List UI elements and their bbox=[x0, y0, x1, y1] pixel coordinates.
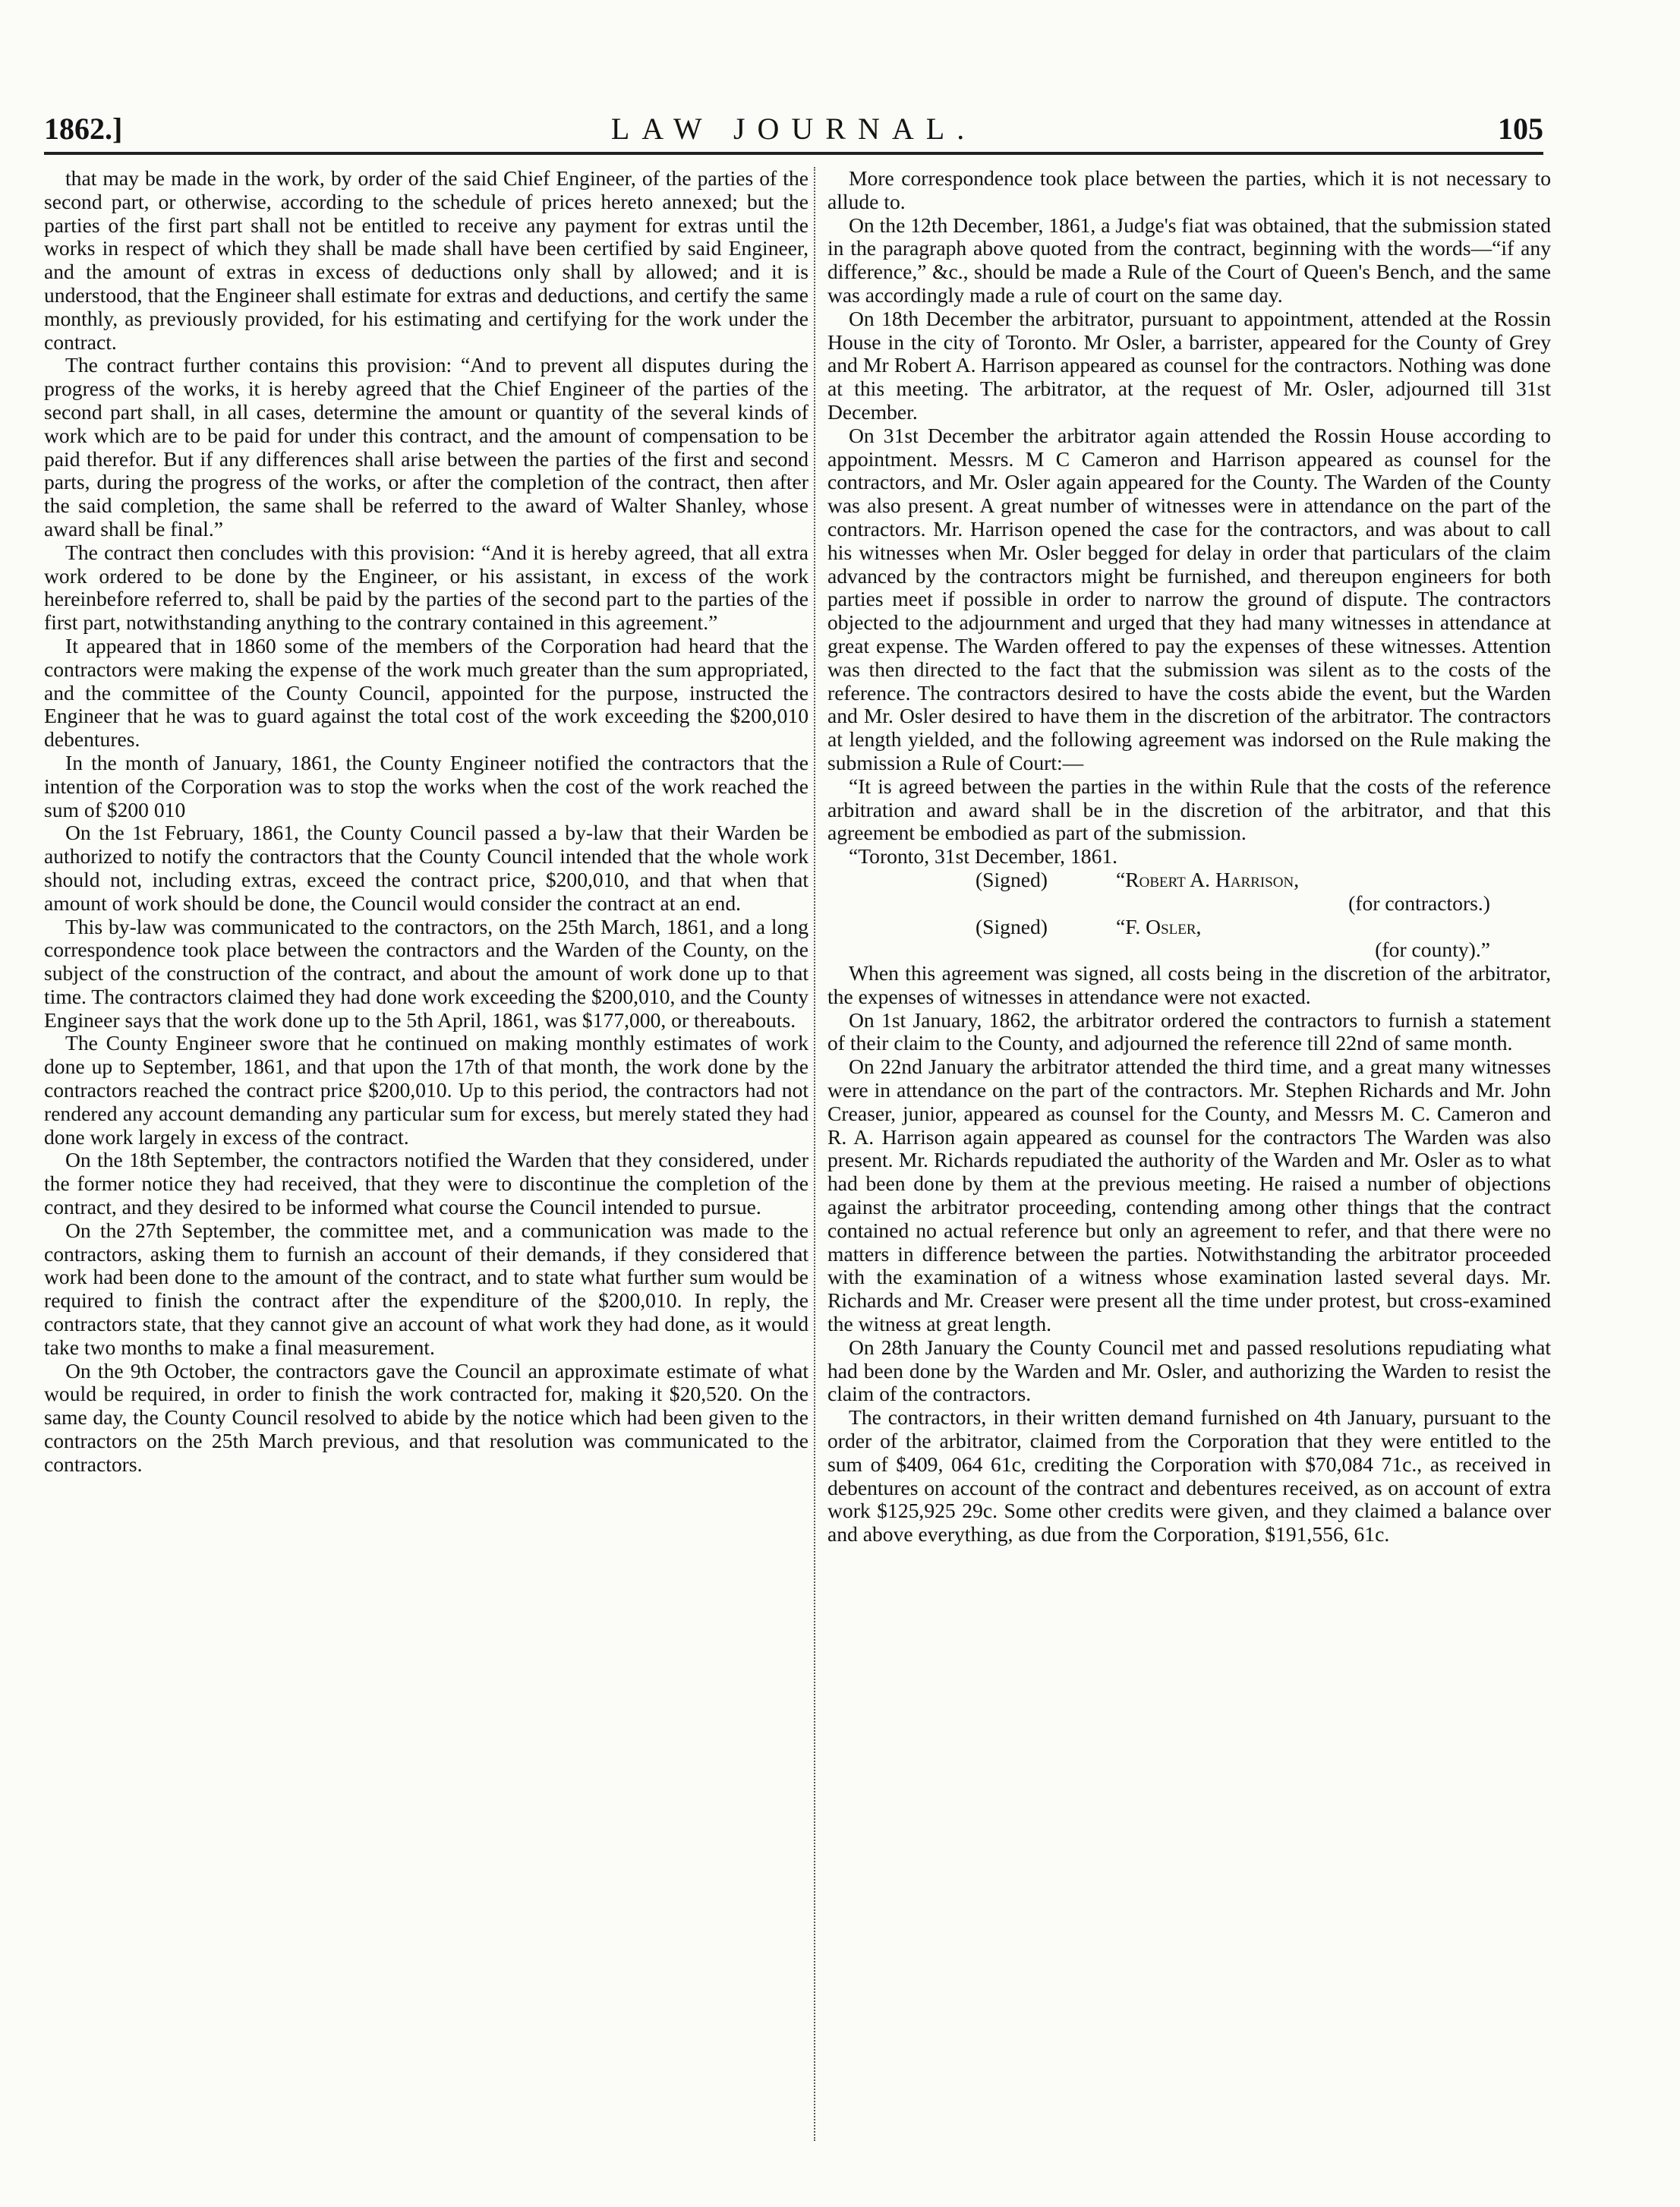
signatory-name: “F. Osler, bbox=[1116, 914, 1202, 938]
agreement-date: “Toronto, 31st December, 1861. bbox=[849, 844, 1118, 869]
paragraph: that may be made in the work, by order of the said Chief Engineer, of the parties of the second part, or otherwise, according to the schedule of prices hereto annexed; but the parties of the first part shall not be entitled to receive any payment for extras until the works in respect of which they shall be made shall have been certified by said Engineer, and the amount of extras in excess of deductions only shall by allowed; and it is understood, that the Engineer shall estimate for extras and deductions, and certify the same monthly, as previously provided, for his estimating and certifying for the work under the contract. bbox=[44, 166, 808, 354]
page-number: 105 bbox=[1498, 112, 1543, 146]
signed-label: (Signed) bbox=[975, 867, 1048, 891]
paragraph: “It is agreed between the parties in the within Rule that the costs of the reference arbitration and award shall be in the discretion of the arbitrator, and that this agreement be embodied as part of the submission. bbox=[827, 774, 1551, 845]
paragraph: More correspondence took place between the parties, which it is not necessary to allude to. bbox=[827, 166, 1551, 213]
page-header bbox=[44, 111, 1543, 156]
left-column bbox=[44, 167, 808, 1477]
header-rule bbox=[44, 152, 1543, 155]
paragraph: On the 12th December, 1861, a Judge's fiat was obtained, that the submission stated in the paragraph above quoted from the contract, beginning with the words—“if any difference,” &c., should be made a Rule of the Court of Queen's Bench, and the same was accordingly made a rule of court on the same day. bbox=[827, 213, 1551, 307]
paragraph: On the 18th September, the contractors notified the Warden that they considered, under the former notice they had received, that they were to discontinue the completion of the contract, and they desired to be informed what course the Council intended to pursue. bbox=[44, 1148, 808, 1219]
paragraph: The contractors, in their written demand furnished on 4th January, pursuant to the order of the arbitrator, claimed from the Corporation that they were entitled to the sum of $409, 064 61c, crediting the Corporation with $70,084 71c., as received in debentures on account of the contract and debentures received, as on account of extra work $125,925 29c. Some other credits were given, and they claimed a balance over and above everything, as due from the Corporation, $191,556, 61c. bbox=[827, 1405, 1551, 1546]
paragraph: On 22nd January the arbitrator attended the third time, and a great many witnesses were in attendance on the part of the contractors. Mr. Stephen Richards and Mr. John Creaser, junior, appeared as counsel for the County, and Messrs M. C. Cameron and R. A. Harrison again appeared as counsel for the contractors The Warden was also present. Mr. Richards repudiated the authority of the Warden and Mr. Osler as to what had been done by them at the previous meeting. He raised a number of objections against the arbitrator proceeding, contending among other things that the contract contained no actual reference but only an agreement to refer, and that there were no matters in difference between the parties. Notwithstanding the arbitrator proceeded with the examination of a witness whose examination lasted several days. Mr. Richards and Mr. Creaser were present all the time under protest, but cross-examined the witness at great length. bbox=[827, 1055, 1551, 1336]
paragraph: This by-law was communicated to the contractors, on the 25th March, 1861, and a long correspondence took place between the contractors and the Warden of the County, on the subject of the construction of the contract, and about the amount of work done up to that time. The contractors claimed they had done work exceeding the $200,010, and the County Engineer says that the work done up to the 5th April, 1861, was $177,000, or thereabouts. bbox=[44, 914, 808, 1032]
signatory-role: (for contractors.) bbox=[1348, 891, 1490, 915]
paragraph: The contract then concludes with this provision: “And it is hereby agreed, that all extra work ordered to be done by the Engineer, or his assistant, in excess of the work hereinbefore referred to, shall be paid by the parties of the second part to the parties of the first part, notwithstanding anything to the contrary contained in this agreement.” bbox=[44, 540, 808, 635]
paragraph: The County Engineer swore that he continued on making monthly estimates of work done up to September, 1861, and that upon the 17th of that month, the work done by the contractors reached the contract price $200,010. Up to this period, the contractors had not rendered any account demanding any particular sum for excess, but merely stated they had done work largely in excess of the contract. bbox=[44, 1031, 808, 1149]
signatory-name: “Robert A. Harrison, bbox=[1116, 867, 1300, 891]
paragraph: On 31st December the arbitrator again attended the Rossin House according to appointment. Messrs. M C Cameron and Harrison appeared as counsel for the contractors, and Mr. Osler again appeared for the County. The Warden of the County was also present. A great number of witnesses were in attendance on the part of the contractors. Mr. Harrison opened the case for the contractors, and was about to call his witnesses when Mr. Osler begged for delay in order that particulars of the claim advanced by the contractors might be furnished, and thereupon engineers for both parties meet if possible in order to narrow the ground of dispute. The contractors objected to the adjournment and urged that they had many witnesses in attendance at great expense. The Warden offered to pay the expenses of these witnesses. Attention was then directed to the fact that the submission was silent as to the costs of the reference. The contractors desired to have the costs abide the event, but the Warden and Mr. Osler desired to have them in the discretion of the arbitrator. The contractors at length yielded, and the following agreement was indorsed on the Rule making the submission a Rule of Court:— bbox=[827, 423, 1551, 774]
paragraph: On the 1st February, 1861, the County Council passed a by-law that their Warden be authorized to notify the contractors that the County Council intended that the whole work should not, including extras, exceed the contract price, $200,010, and that when that amount of work should be done, the Council would consider the contract at an end. bbox=[44, 821, 808, 915]
signature-row bbox=[827, 869, 1551, 892]
header-year: 1862.] bbox=[44, 112, 123, 146]
paragraph: In the month of January, 1861, the County Engineer notified the contractors that the intention of the Corporation was to stop the works when the cost of the work reached the sum of $200 010 bbox=[44, 750, 808, 821]
paragraph: On 18th December the arbitrator, pursuant to appointment, attended at the Rossin House in the city of Toronto. Mr Osler, a barrister, appeared for the County of Grey and Mr Robert A. Harrison appeared as counsel for the contractors. Nothing was done at this meeting. The arbitrator, at the request of Mr. Osler, adjourned till 31st December. bbox=[827, 306, 1551, 424]
journal-title: LAW JOURNAL. bbox=[610, 112, 977, 146]
signed-label: (Signed) bbox=[975, 914, 1048, 938]
paragraph: It appeared that in 1860 some of the members of the Corporation had heard that the contractors were making the expense of the work much greater than the sum appropriated, and the committee of the County Council, appointed for the purpose, instructed the Engineer that he was to guard against the total cost of the work exceeding the $200,010 debentures. bbox=[44, 633, 808, 752]
signature-row bbox=[827, 916, 1551, 939]
paragraph: On the 27th September, the committee met, and a communication was made to the contractors, asking them to furnish an account of their demands, if they considered that work had been done to the amount of the contract, and to state what further sum would be required to finish the contract after the expenditure of the $200,010. In reply, the contractors state, that they cannot give an account of what work they had done, as it would take two months to make a final measurement. bbox=[44, 1218, 808, 1359]
paragraph: On 28th January the County Council met and passed resolutions repudiating what had been done by the Warden and Mr. Osler, and authorizing the Warden to resist the claim of the contractors. bbox=[827, 1335, 1551, 1406]
column-divider bbox=[814, 167, 815, 2141]
paragraph: The contract further contains this provision: “And to prevent all disputes during the progress of the works, it is hereby agreed that the Chief Engineer of the parties of the second part shall, in all cases, determine the amount or quantity of the several kinds of work which are to be paid for under this contract, and the amount of compensation to be paid therefor. But if any differences shall arise between the parties of the first and second parts, during the progress of the works, or after the completion of the contract, then after the said completion, the same shall be referred to the award of Walter Shanley, whose award shall be final.” bbox=[44, 353, 808, 541]
paragraph: On 1st January, 1862, the arbitrator ordered the contractors to furnish a statement of their claim to the County, and adjourned the reference till 22nd of same month. bbox=[827, 1007, 1551, 1055]
paragraph: When this agreement was signed, all costs being in the discretion of the arbitrator, the expenses of witnesses in attendance were not exacted. bbox=[827, 961, 1551, 1008]
right-column bbox=[827, 167, 1551, 1546]
paragraph: On the 9th October, the contractors gave the Council an approximate estimate of what would be required, in order to finish the work contracted for, making it $20,520. On the same day, the County Council resolved to abide by the notice which had been given to the contractors on the 25th March previous, and that resolution was communicated to the contractors. bbox=[44, 1358, 808, 1476]
signatory-role: (for county).” bbox=[1375, 938, 1490, 962]
